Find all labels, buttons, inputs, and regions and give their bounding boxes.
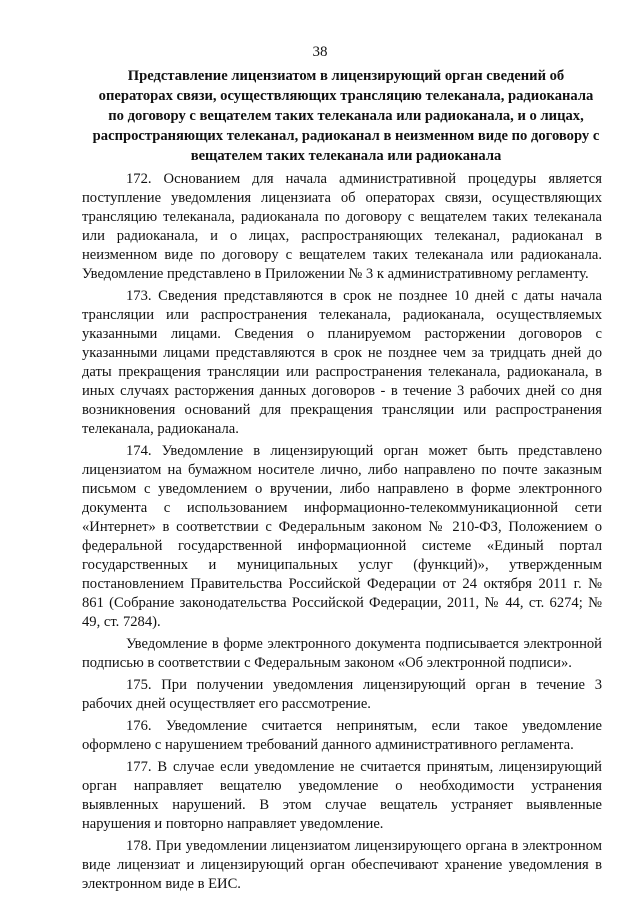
- paragraph-175: 175. При получении уведомления лицензирующий орган в течение 3 рабочих дней осуществляет его рассмотрение.: [82, 677, 602, 712]
- paragraph-177: 177. В случае если уведомление не считается принятым, лицензирующий орган направляет вещателю уведомление о необходимости устранения выявленных нарушений. В этом случае вещатель устраняет выявленные нарушения и повторно направляет уведомление.: [82, 759, 602, 832]
- paragraph-172: 172. Основанием для начала административной процедуры является поступление уведомления лицензиата об операторах связи, осуществляющих трансляцию телеканала, радиоканала по договору с вещателем таких телеканала или радиоканала, и о лицах, распространяющих телеканал, радиоканал в неизменном виде по договору с вещателем таких телеканала или радиоканала. Уведомление представлено в Приложении № 3 к административному регламенту.: [82, 171, 602, 282]
- section-title: Представление лицензиатом в лицензирующий орган сведений об операторах связи, осуществляющих трансляцию телеканала, радиоканала по договору с вещателем таких телеканала или радиоканала, и о лицах, распространяющих телеканал, радиоканал в неизменном виде по договору с вещателем таких телеканала или радиоканала: [92, 68, 600, 164]
- document-body: [82, 170, 602, 897]
- paragraph-173: 173. Сведения представляются в срок не позднее 10 дней с даты начала трансляции или распространения телеканала, радиоканала, осуществляемых указанными лицами. Сведения о планируемом расторжении договоров с указанными лицами представляются в срок не позднее чем за тридцать дней до даты прекращения трансляции или распространения телеканала, радиоканала, в иных случаях расторжения данных договоров - в течение 3 рабочих дней со дня возникновения оснований для прекращения трансляции или распространения телеканала, радиоканала.: [82, 288, 602, 437]
- paragraph-176: 176. Уведомление считается непринятым, если такое уведомление оформлено с нарушением требований данного административного регламента.: [82, 718, 602, 753]
- paragraph-174: 174. Уведомление в лицензирующий орган может быть представлено лицензиатом на бумажном носителе лично, либо направлено по почте заказным письмом с уведомлением о вручении, либо направлено в форме электронного документа с использованием информационно-телекоммуникационной сети «Интернет» в соответствии с Федеральным законом № 210-ФЗ, Положением о федеральной государственной информационной системе «Единый портал государственных и муниципальных услуг (функций)», утвержденным постановлением Правительства Российской Федерации от 24 октября 2011 г. № 861 (Собрание законодательства Российской Федерации, 2011, № 44, ст. 6274; № 49, ст. 7284).: [82, 443, 602, 630]
- paragraph-178: 178. При уведомлении лицензиатом лицензирующего органа в электронном виде лицензиат и лицензирующий орган обеспечивают хранение уведомления в электронном виде в ЕИС.: [82, 838, 602, 892]
- paragraph-electronic-signature: Уведомление в форме электронного документа подписывается электронной подписью в соответствии с Федеральным законом «Об электронной подписи».: [82, 636, 602, 671]
- page-number: 38: [312, 44, 328, 60]
